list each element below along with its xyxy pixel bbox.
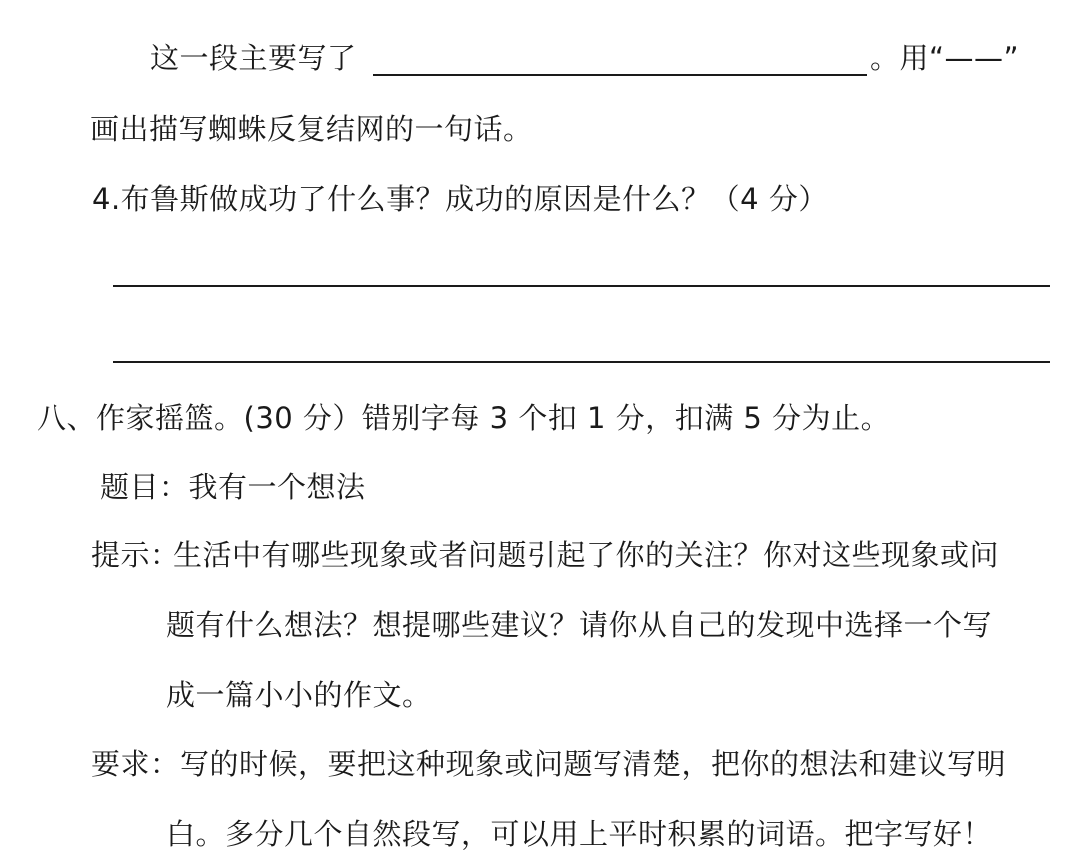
requirement-line-1: 写的时候，要把这种现象或问题写清楚，把你的想法和建议写明 <box>180 747 1007 781</box>
hint-line-1: 生活中有哪些现象或者问题引起了你的关注？你对这些现象或问 <box>173 538 1000 572</box>
q3-text-part1: 这一段主要写了 <box>150 41 357 75</box>
requirement-label: 要求： <box>91 747 180 781</box>
hint-line-3: 成一篇小小的作文。 <box>166 678 432 712</box>
section8-heading: 八、作家摇篮。(30 分）错别字每 3 个扣 1 分，扣满 5 分为止。 <box>37 401 891 435</box>
q3-text-line2: 画出描写蜘蛛反复结网的一句话。 <box>90 112 533 146</box>
requirement-line-2: 白。多分几个自然段写，可以用上平时积累的词语。把字写好！ <box>166 817 993 851</box>
q4-answer-line-2[interactable] <box>113 361 1050 363</box>
hint-label: 提示： <box>91 538 180 572</box>
q4-answer-line-1[interactable] <box>113 285 1050 287</box>
section8-topic: 题目：我有一个想法 <box>100 470 366 504</box>
q3-text-part2: 。用“——” <box>870 41 1020 75</box>
q4-question: 4.布鲁斯做成功了什么事？成功的原因是什么？（4 分） <box>92 182 828 216</box>
hint-line-2: 题有什么想法？想提哪些建议？请你从自己的发现中选择一个写 <box>166 608 993 642</box>
q3-answer-blank[interactable] <box>373 74 867 76</box>
